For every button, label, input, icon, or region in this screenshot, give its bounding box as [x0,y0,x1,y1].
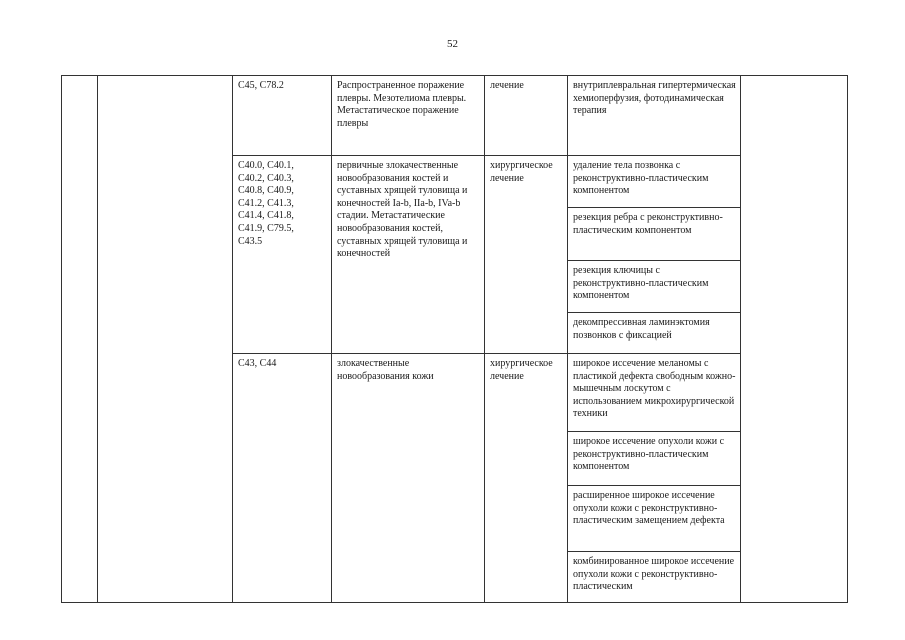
empty-cell [98,76,233,603]
icd-codes-cell: C40.0, C40.1, C40.2, C40.3, C40.8, C40.9, C41.2, C41.3, C41.4, C41.8, C41.9, C79.5, C43.5 [233,156,332,354]
method-cell: расширенное широкое иссечение опухоли кожи с реконструктивно-пластическим замещением дефекта [568,486,741,552]
empty-cell [62,76,98,603]
treatment-type-cell: лечение [485,76,568,156]
method-cell: комбинированное широкое иссечение опухоли кожи с реконструктивно-пластическим [568,552,741,603]
treatment-type-cell: хирургическое лечение [485,156,568,354]
method-cell: широкое иссечение меланомы с пластикой дефекта свободным кожно-мышечным лоскутом с использованием микрохирургической техники [568,354,741,432]
treatment-type-cell: хирургическое лечение [485,354,568,603]
treatment-table [61,75,848,603]
diagnosis-cell: Распространенное поражение плевры. Мезотелиома плевры. Метастатическое поражение плевры [332,76,485,156]
method-cell: декомпрессивная ламинэктомия позвонков с фиксацией [568,313,741,354]
page-number: 52 [447,38,458,50]
table-row [62,76,848,156]
empty-cell [741,76,848,603]
method-cell: широкое иссечение опухоли кожи с реконструктивно-пластическим компонентом [568,432,741,486]
method-cell: резекция ключицы с реконструктивно-пластическим компонентом [568,261,741,313]
icd-codes-cell: C43, C44 [233,354,332,603]
method-cell: резекция ребра с реконструктивно-пластическим компонентом [568,208,741,261]
method-cell: удаление тела позвонка с реконструктивно-пластическим компонентом [568,156,741,208]
icd-codes-cell: C45, C78.2 [233,76,332,156]
diagnosis-cell: злокачественные новообразования кожи [332,354,485,603]
diagnosis-cell: первичные злокачественные новообразования костей и суставных хрящей туловища и конечностей Ia-b, IIa-b, IVa-b стадии. Метастатические новообразования костей, суставных хрящей туловища и конечностей [332,156,485,354]
method-cell: внутриплевральная гипертермическая хемиоперфузия, фотодинамическая терапия [568,76,741,156]
